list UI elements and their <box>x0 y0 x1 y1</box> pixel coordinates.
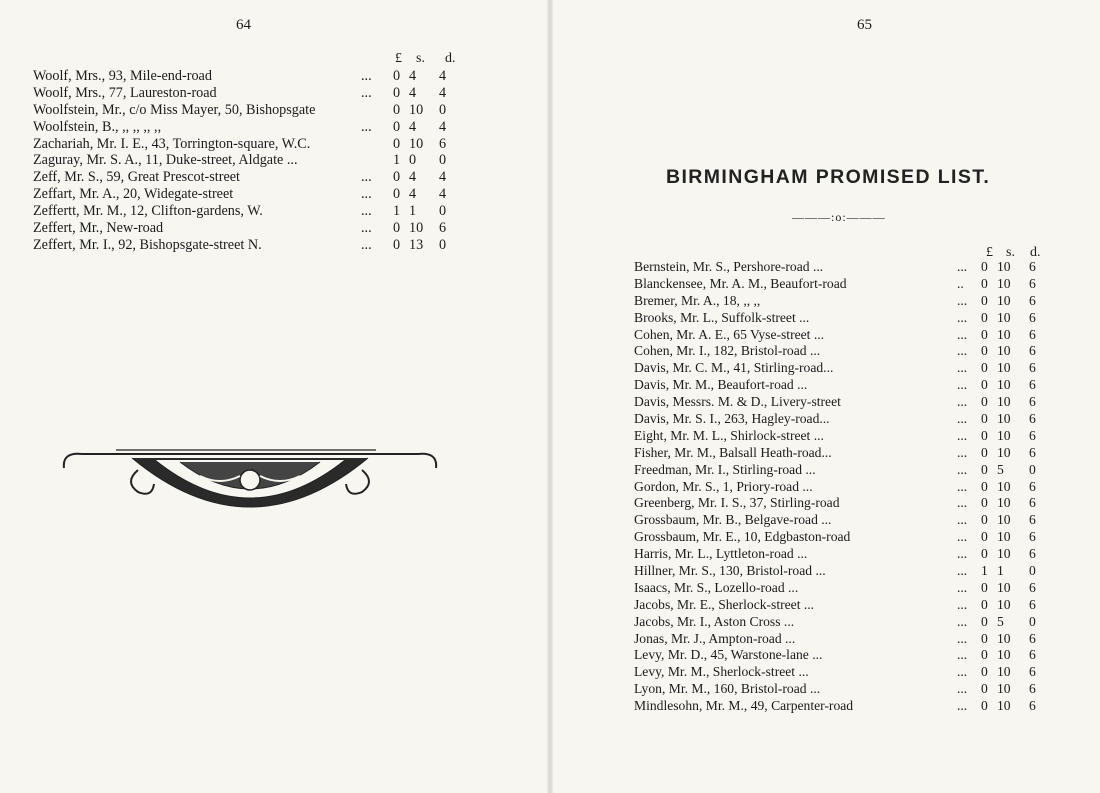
pence-amount: 6 <box>1029 411 1036 427</box>
list-item <box>33 169 473 186</box>
shillings-amount: 1 <box>409 203 417 220</box>
subscriber-name: Zaguray, Mr. S. A., 11, Duke-street, Aldgate ... <box>33 152 298 169</box>
shillings-amount: 10 <box>997 360 1011 376</box>
pounds-amount: 0 <box>981 698 988 714</box>
pence-amount: 6 <box>1029 292 1036 308</box>
dot-leader: .. <box>957 275 964 291</box>
subscriber-name: Woolf, Mrs., 93, Mile-end-road <box>33 68 212 84</box>
pence-amount: 6 <box>1029 275 1036 291</box>
pounds-amount: 0 <box>981 292 988 308</box>
subscriber-name: Davis, Mr. C. M., 41, Stirling-road... <box>634 360 834 376</box>
subscriber-name: Woolfstein, Mr., c/o Miss Mayer, 50, Bishopsgate <box>33 101 316 118</box>
list-item <box>634 411 1054 428</box>
shillings-header: s. <box>1006 245 1015 260</box>
list-item <box>634 597 1054 614</box>
page-number: 65 <box>857 17 872 33</box>
subscriber-name: Lyon, Mr. M., 160, Bristol-road ... <box>634 681 821 697</box>
list-item <box>634 495 1054 512</box>
pounds-amount: 0 <box>981 579 988 595</box>
left-page <box>0 0 548 793</box>
dot-leader: ... <box>957 579 968 595</box>
dot-leader: ... <box>957 326 968 342</box>
decorative-ornament <box>60 446 440 526</box>
pence-amount: 6 <box>439 135 447 152</box>
list-item <box>33 102 473 119</box>
list-item <box>634 445 1054 462</box>
dot-leader: ... <box>957 563 968 579</box>
pence-amount: 4 <box>439 84 447 101</box>
pence-amount: 4 <box>439 68 447 84</box>
subscriber-name: Grossbaum, Mr. B., Belgave-road ... <box>634 512 832 528</box>
subscriber-name: Zachariah, Mr. I. E., 43, Torrington-square, W.C. <box>33 135 311 152</box>
shillings-amount: 4 <box>409 169 417 186</box>
list-title: BIRMINGHAM PROMISED LIST. <box>666 166 991 188</box>
dot-leader: ... <box>361 186 372 203</box>
list-item <box>634 310 1054 327</box>
dot-leader: ... <box>957 596 968 612</box>
list-item <box>634 664 1054 681</box>
pence-amount: 6 <box>1029 326 1036 342</box>
shillings-amount: 13 <box>409 236 424 253</box>
dot-leader: ... <box>957 495 968 511</box>
dot-leader: ... <box>957 698 968 714</box>
list-item <box>33 136 473 153</box>
list-item <box>33 85 473 102</box>
pence-amount: 6 <box>1029 444 1036 460</box>
shillings-amount: 10 <box>997 326 1011 342</box>
subscriber-name: Hillner, Mr. S., 130, Bristol-road ... <box>634 563 826 579</box>
right-page <box>552 0 1100 793</box>
subscriber-name: Zeff, Mr. S., 59, Great Prescot-street <box>33 169 240 186</box>
pounds-amount: 0 <box>393 169 401 186</box>
shillings-amount: 4 <box>409 186 417 203</box>
list-item <box>33 68 473 85</box>
pounds-amount: 0 <box>981 444 988 460</box>
pounds-amount: 0 <box>981 630 988 646</box>
shillings-amount: 10 <box>997 596 1011 612</box>
subscriber-name: Eight, Mr. M. L., Shirlock-street ... <box>634 427 824 443</box>
dot-leader: ... <box>957 394 968 410</box>
list-item <box>634 462 1054 479</box>
subscriber-name: Bremer, Mr. A., 18, ,, ,, <box>634 292 761 308</box>
subscriber-name: Levy, Mr. D., 45, Warstone-lane ... <box>634 647 823 663</box>
shillings-amount: 10 <box>997 259 1011 274</box>
subscriber-name: Bernstein, Mr. S., Pershore-road ... <box>634 259 824 274</box>
list-item <box>634 563 1054 580</box>
pence-amount: 6 <box>1029 377 1036 393</box>
list-item <box>634 546 1054 563</box>
pence-amount: 6 <box>1029 529 1036 545</box>
subscriber-name: Zeffart, Mr. A., 20, Widegate-street <box>33 186 234 203</box>
pounds-amount: 0 <box>981 427 988 443</box>
shillings-amount: 10 <box>409 101 424 118</box>
dot-leader: ... <box>957 259 968 274</box>
subscriber-name: Jacobs, Mr. E., Sherlock-street ... <box>634 596 815 612</box>
dot-leader: ... <box>957 546 968 562</box>
pounds-amount: 0 <box>981 394 988 410</box>
pounds-amount: 0 <box>981 495 988 511</box>
page-number: 64 <box>236 17 251 33</box>
list-item <box>634 394 1054 411</box>
shillings-amount: 10 <box>997 478 1011 494</box>
pence-amount: 0 <box>439 236 447 253</box>
dot-leader: ... <box>957 461 968 477</box>
dot-leader: ... <box>361 68 372 84</box>
dot-leader: ... <box>957 411 968 427</box>
shillings-amount: 5 <box>997 461 1004 477</box>
dot-leader: ... <box>957 529 968 545</box>
pence-amount: 0 <box>439 101 447 118</box>
list-item <box>634 479 1054 496</box>
title-separator: ———:o:——— <box>792 210 886 224</box>
subscriber-name: Zeffertt, Mr. M., 12, Clifton-gardens, W. <box>33 203 263 220</box>
pounds-amount: 0 <box>981 647 988 663</box>
dot-leader: ... <box>957 630 968 646</box>
list-item <box>634 631 1054 648</box>
subscriber-name: Greenberg, Mr. I. S., 37, Stirling-road <box>634 495 840 511</box>
pounds-amount: 0 <box>393 84 401 101</box>
subscriber-name: Gordon, Mr. S., 1, Priory-road ... <box>634 478 813 494</box>
shillings-amount: 10 <box>997 512 1011 528</box>
pounds-amount: 1 <box>393 152 401 169</box>
shillings-amount: 10 <box>997 647 1011 663</box>
pence-amount: 6 <box>1029 259 1036 274</box>
dot-leader: ... <box>957 444 968 460</box>
dot-leader: ... <box>361 84 372 101</box>
pence-amount: 6 <box>1029 495 1036 511</box>
shillings-amount: 10 <box>409 135 424 152</box>
pounds-amount: 0 <box>393 68 401 84</box>
list-item <box>634 377 1054 394</box>
dot-leader: ... <box>957 360 968 376</box>
list-item <box>33 186 473 203</box>
pence-amount: 0 <box>1029 563 1036 579</box>
shillings-amount: 10 <box>409 220 424 237</box>
pence-amount: 6 <box>439 220 447 237</box>
list-item <box>634 259 1054 276</box>
list-item <box>634 327 1054 344</box>
subscriber-name: Davis, Messrs. M. & D., Livery-street <box>634 394 841 410</box>
list-item <box>634 647 1054 664</box>
subscriber-name: Blanckensee, Mr. A. M., Beaufort-road <box>634 275 847 291</box>
pence-amount: 6 <box>1029 394 1036 410</box>
dot-leader: ... <box>361 203 372 220</box>
subscriber-name: Woolf, Mrs., 77, Laureston-road <box>33 84 217 101</box>
shillings-amount: 1 <box>997 563 1004 579</box>
pence-amount: 6 <box>1029 664 1036 680</box>
dot-leader: ... <box>361 220 372 237</box>
subscriber-name: Harris, Mr. L., Lyttleton-road ... <box>634 546 808 562</box>
pounds-amount: 0 <box>981 596 988 612</box>
pence-amount: 6 <box>1029 309 1036 325</box>
subscriber-list <box>634 259 1054 715</box>
pence-amount: 0 <box>1029 613 1036 629</box>
pounds-amount: 1 <box>981 563 988 579</box>
list-item <box>634 276 1054 293</box>
shillings-amount: 4 <box>409 68 417 84</box>
shillings-amount: 10 <box>997 427 1011 443</box>
shillings-amount: 4 <box>409 84 417 101</box>
dot-leader: ... <box>957 664 968 680</box>
pounds-amount: 0 <box>981 461 988 477</box>
shillings-amount: 10 <box>997 546 1011 562</box>
pounds-amount: 0 <box>981 664 988 680</box>
subscriber-name: Brooks, Mr. L., Suffolk-street ... <box>634 309 810 325</box>
pence-amount: 6 <box>1029 579 1036 595</box>
pounds-amount: 0 <box>393 220 401 237</box>
pence-amount: 0 <box>439 152 447 169</box>
shillings-amount: 10 <box>997 377 1011 393</box>
list-item <box>33 152 473 169</box>
subscriber-name: Levy, Mr. M., Sherlock-street ... <box>634 664 809 680</box>
pounds-amount: 0 <box>981 275 988 291</box>
pounds-amount: 0 <box>393 118 401 135</box>
shillings-amount: 10 <box>997 444 1011 460</box>
shillings-amount: 10 <box>997 579 1011 595</box>
list-item <box>634 360 1054 377</box>
shillings-amount: 10 <box>997 529 1011 545</box>
shillings-amount: 10 <box>997 343 1011 359</box>
shillings-amount: 10 <box>997 411 1011 427</box>
dot-leader: ... <box>957 478 968 494</box>
pounds-amount: 0 <box>981 478 988 494</box>
shillings-amount: 10 <box>997 681 1011 697</box>
dot-leader: ... <box>957 512 968 528</box>
shillings-amount: 10 <box>997 309 1011 325</box>
dot-leader: ... <box>361 169 372 186</box>
shillings-amount: 10 <box>997 698 1011 714</box>
dot-leader: ... <box>957 613 968 629</box>
pence-amount: 6 <box>1029 681 1036 697</box>
money-header <box>393 51 473 68</box>
pence-amount: 6 <box>1029 512 1036 528</box>
subscriber-name: Woolfstein, B., ,, ,, ,, ,, <box>33 118 162 135</box>
pence-amount: 4 <box>439 169 447 186</box>
shillings-amount: 10 <box>997 495 1011 511</box>
list-item <box>33 119 473 136</box>
dot-leader: ... <box>957 343 968 359</box>
shillings-amount: 0 <box>409 152 417 169</box>
pence-amount: 6 <box>1029 478 1036 494</box>
subscriber-name: Freedman, Mr. I., Stirling-road ... <box>634 461 816 477</box>
pounds-amount: 0 <box>981 613 988 629</box>
list-item <box>634 512 1054 529</box>
pounds-amount: 0 <box>393 135 401 152</box>
dot-leader: ... <box>957 377 968 393</box>
pounds-amount: 0 <box>981 326 988 342</box>
pounds-amount: 0 <box>393 236 401 253</box>
shillings-amount: 4 <box>409 118 417 135</box>
list-item <box>33 203 473 220</box>
pence-amount: 0 <box>439 203 447 220</box>
subscriber-name: Cohen, Mr. I., 182, Bristol-road ... <box>634 343 821 359</box>
pence-amount: 6 <box>1029 630 1036 646</box>
pence-amount: 6 <box>1029 647 1036 663</box>
pence-amount: 6 <box>1029 360 1036 376</box>
dot-leader: ... <box>361 236 372 253</box>
dot-leader: ... <box>361 118 372 135</box>
list-item <box>634 428 1054 445</box>
pounds-amount: 0 <box>393 186 401 203</box>
shillings-amount: 10 <box>997 664 1011 680</box>
list-item <box>634 698 1054 715</box>
shillings-amount: 10 <box>997 630 1011 646</box>
pence-amount: 6 <box>1029 596 1036 612</box>
shillings-amount: 10 <box>997 394 1011 410</box>
shillings-amount: 10 <box>997 292 1011 308</box>
dot-leader: ... <box>957 292 968 308</box>
subscriber-name: Cohen, Mr. A. E., 65 Vyse-street ... <box>634 326 825 342</box>
shillings-amount: 10 <box>997 275 1011 291</box>
pounds-amount: 0 <box>981 681 988 697</box>
pounds-amount: 0 <box>981 546 988 562</box>
subscriber-name: Grossbaum, Mr. E., 10, Edgbaston-road <box>634 529 851 545</box>
pounds-amount: 0 <box>981 259 988 274</box>
dot-leader: ... <box>957 427 968 443</box>
pounds-amount: 0 <box>393 101 401 118</box>
pounds-amount: 0 <box>981 309 988 325</box>
dot-leader: ... <box>957 309 968 325</box>
pence-amount: 4 <box>439 186 447 203</box>
pence-amount: 0 <box>1029 461 1036 477</box>
subscriber-list <box>33 68 473 254</box>
pounds-amount: 0 <box>981 529 988 545</box>
pounds-amount: 0 <box>981 343 988 359</box>
pounds-header: £ <box>395 51 402 66</box>
list-item <box>634 293 1054 310</box>
shillings-header: s. <box>416 51 425 66</box>
subscriber-name: Isaacs, Mr. S., Lozello-road ... <box>634 579 799 595</box>
subscriber-name: Davis, Mr. S. I., 263, Hagley-road... <box>634 411 830 427</box>
pence-amount: 6 <box>1029 698 1036 714</box>
subscriber-name: Mindlesohn, Mr. M., 49, Carpenter-road <box>634 698 854 714</box>
list-item <box>33 237 473 254</box>
shillings-amount: 5 <box>997 613 1004 629</box>
subscriber-name: Fisher, Mr. M., Balsall Heath-road... <box>634 444 832 460</box>
dot-leader: ... <box>957 681 968 697</box>
list-item <box>33 220 473 237</box>
list-item <box>634 681 1054 698</box>
pounds-header: £ <box>986 245 993 260</box>
subscriber-name: Davis, Mr. M., Beaufort-road ... <box>634 377 808 393</box>
list-item <box>634 529 1054 546</box>
pence-amount: 6 <box>1029 546 1036 562</box>
pounds-amount: 1 <box>393 203 401 220</box>
dot-leader: ... <box>957 647 968 663</box>
list-item <box>634 343 1054 360</box>
pence-header: d. <box>1030 245 1041 260</box>
pence-amount: 6 <box>1029 343 1036 359</box>
pounds-amount: 0 <box>981 360 988 376</box>
pounds-amount: 0 <box>981 377 988 393</box>
pounds-amount: 0 <box>981 411 988 427</box>
subscriber-name: Zeffert, Mr., New-road <box>33 220 164 237</box>
subscriber-name: Zeffert, Mr. I., 92, Bishopsgate-street N. <box>33 236 262 253</box>
subscriber-name: Jacobs, Mr. I., Aston Cross ... <box>634 613 795 629</box>
pounds-amount: 0 <box>981 512 988 528</box>
list-item <box>634 580 1054 597</box>
pence-amount: 4 <box>439 118 447 135</box>
pence-amount: 6 <box>1029 427 1036 443</box>
subscriber-name: Jonas, Mr. J., Ampton-road ... <box>634 630 796 646</box>
list-item <box>634 614 1054 631</box>
pence-header: d. <box>445 51 456 66</box>
